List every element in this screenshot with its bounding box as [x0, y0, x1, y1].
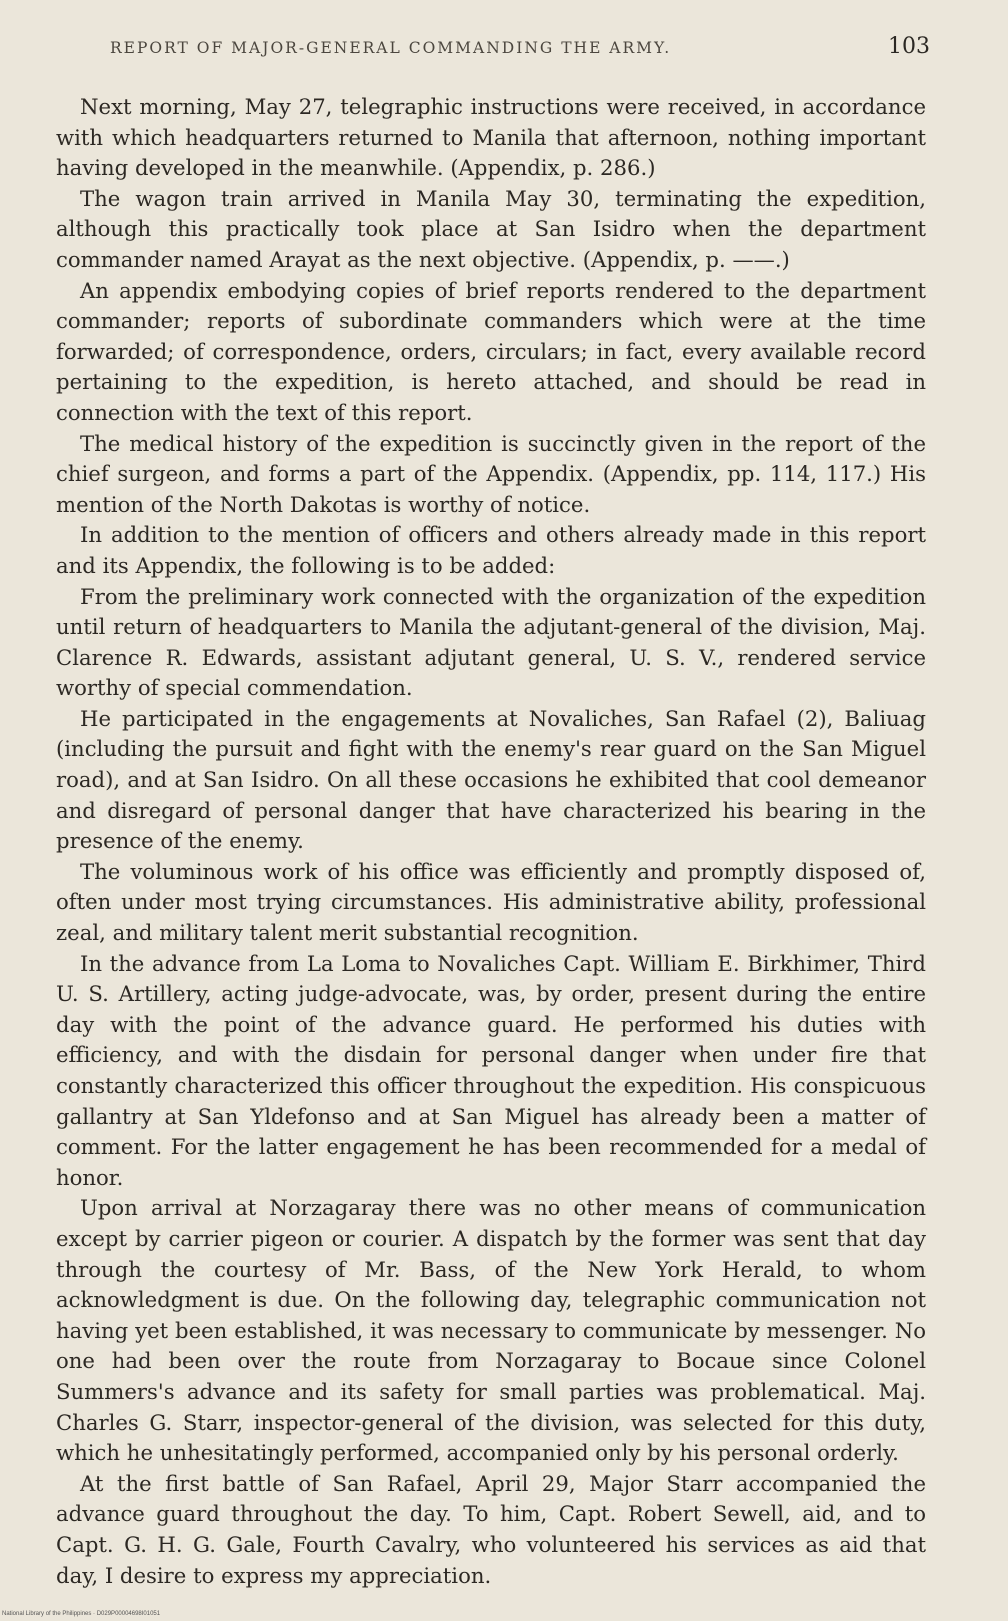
- paragraph: The medical history of the expedition is succinctly given in the report of the chief surgeon, and forms a part of the Appendix. (Appendix, pp. 114, 117.) His mention of the North Dakotas is worthy of notice.: [56, 430, 926, 517]
- report-body: [56, 92, 926, 1591]
- running-head: REPORT OF MAJOR-GENERAL COMMANDING THE ARMY.: [110, 39, 672, 57]
- paragraph: An appendix embodying copies of brief reports rendered to the department commander; reports of subordinate commanders which were at the time forwarded; of correspondence, orders, circulars; in fact, every available record pertaining to the expedition, is hereto attached, and should be read in connection with the text of this report.: [56, 277, 926, 425]
- paragraph: In the advance from La Loma to Novaliches Capt. William E. Birkhimer, Third U. S. Artillery, acting judge-advocate, was, by order, present during the entire day with the point of the advance guard. He performed his duties with efficiency, and with the disdain for personal danger when under fire that constantly characterized this officer throughout the expedition. His conspicuous gallantry at San Yldefonso and at San Miguel has already been a matter of comment. For the latter engagement he has been recommended for a medal of honor.: [56, 950, 926, 1190]
- paragraph: Upon arrival at Norzagaray there was no other means of communication except by carrier pigeon or courier. A dispatch by the former was sent that day through the courtesy of Mr. Bass, of the New York Herald, to whom acknowledgment is due. On the following day, telegraphic communication not having yet been established, it was necessary to communicate by messenger. No one had been over the route from Norzagaray to Bocaue since Colonel Summers's advance and its safety for small parties was problematical. Maj. Charles G. Starr, inspector-general of the division, was selected for this duty, which he unhesitatingly performed, accompanied only by his personal orderly.: [56, 1195, 926, 1466]
- page-number: 103: [888, 34, 930, 59]
- paragraph: From the preliminary work connected with the organization of the expedition until return of headquarters to Manila the adjutant-general of the division, Maj. Clarence R. Edwards, assistant adjutant general, U. S. V., rendered service worthy of special commendation.: [56, 583, 926, 701]
- paragraph: Next morning, May 27, telegraphic instructions were received, in accordance with which headquarters returned to Manila that afternoon, nothing important having developed in the meanwhile. (Appendix, p. 286.): [56, 94, 926, 181]
- page-header: [110, 34, 930, 59]
- paragraph: At the first battle of San Rafael, April 29, Major Starr accompanied the advance guard throughout the day. To him, Capt. Robert Sewell, aid, and to Capt. G. H. G. Gale, Fourth Cavalry, who volunteered his services as aid that day, I desire to express my appreciation.: [56, 1470, 926, 1588]
- paragraph: The voluminous work of his office was efficiently and promptly disposed of, often under most trying circumstances. His administrative ability, professional zeal, and military talent merit substantial recognition.: [56, 858, 926, 946]
- scan-credit: National Library of the Philippines · D029P00004698I01051: [2, 1611, 161, 1617]
- paragraph: In addition to the mention of officers and others already made in this report and its Appendix, the following is to be added:: [56, 522, 926, 578]
- paragraph: The wagon train arrived in Manila May 30, terminating the expedition, although this practically took place at San Isidro when the department commander named Arayat as the next objective. (Appendix, p. ——.): [56, 185, 926, 272]
- paragraph: He participated in the engagements at Novaliches, San Rafael (2), Baliuag (including the pursuit and fight with the enemy's rear guard on the San Miguel road), and at San Isidro. On all these occasions he exhibited that cool demeanor and disregard of personal danger that have characterized his bearing in the presence of the enemy.: [56, 705, 926, 854]
